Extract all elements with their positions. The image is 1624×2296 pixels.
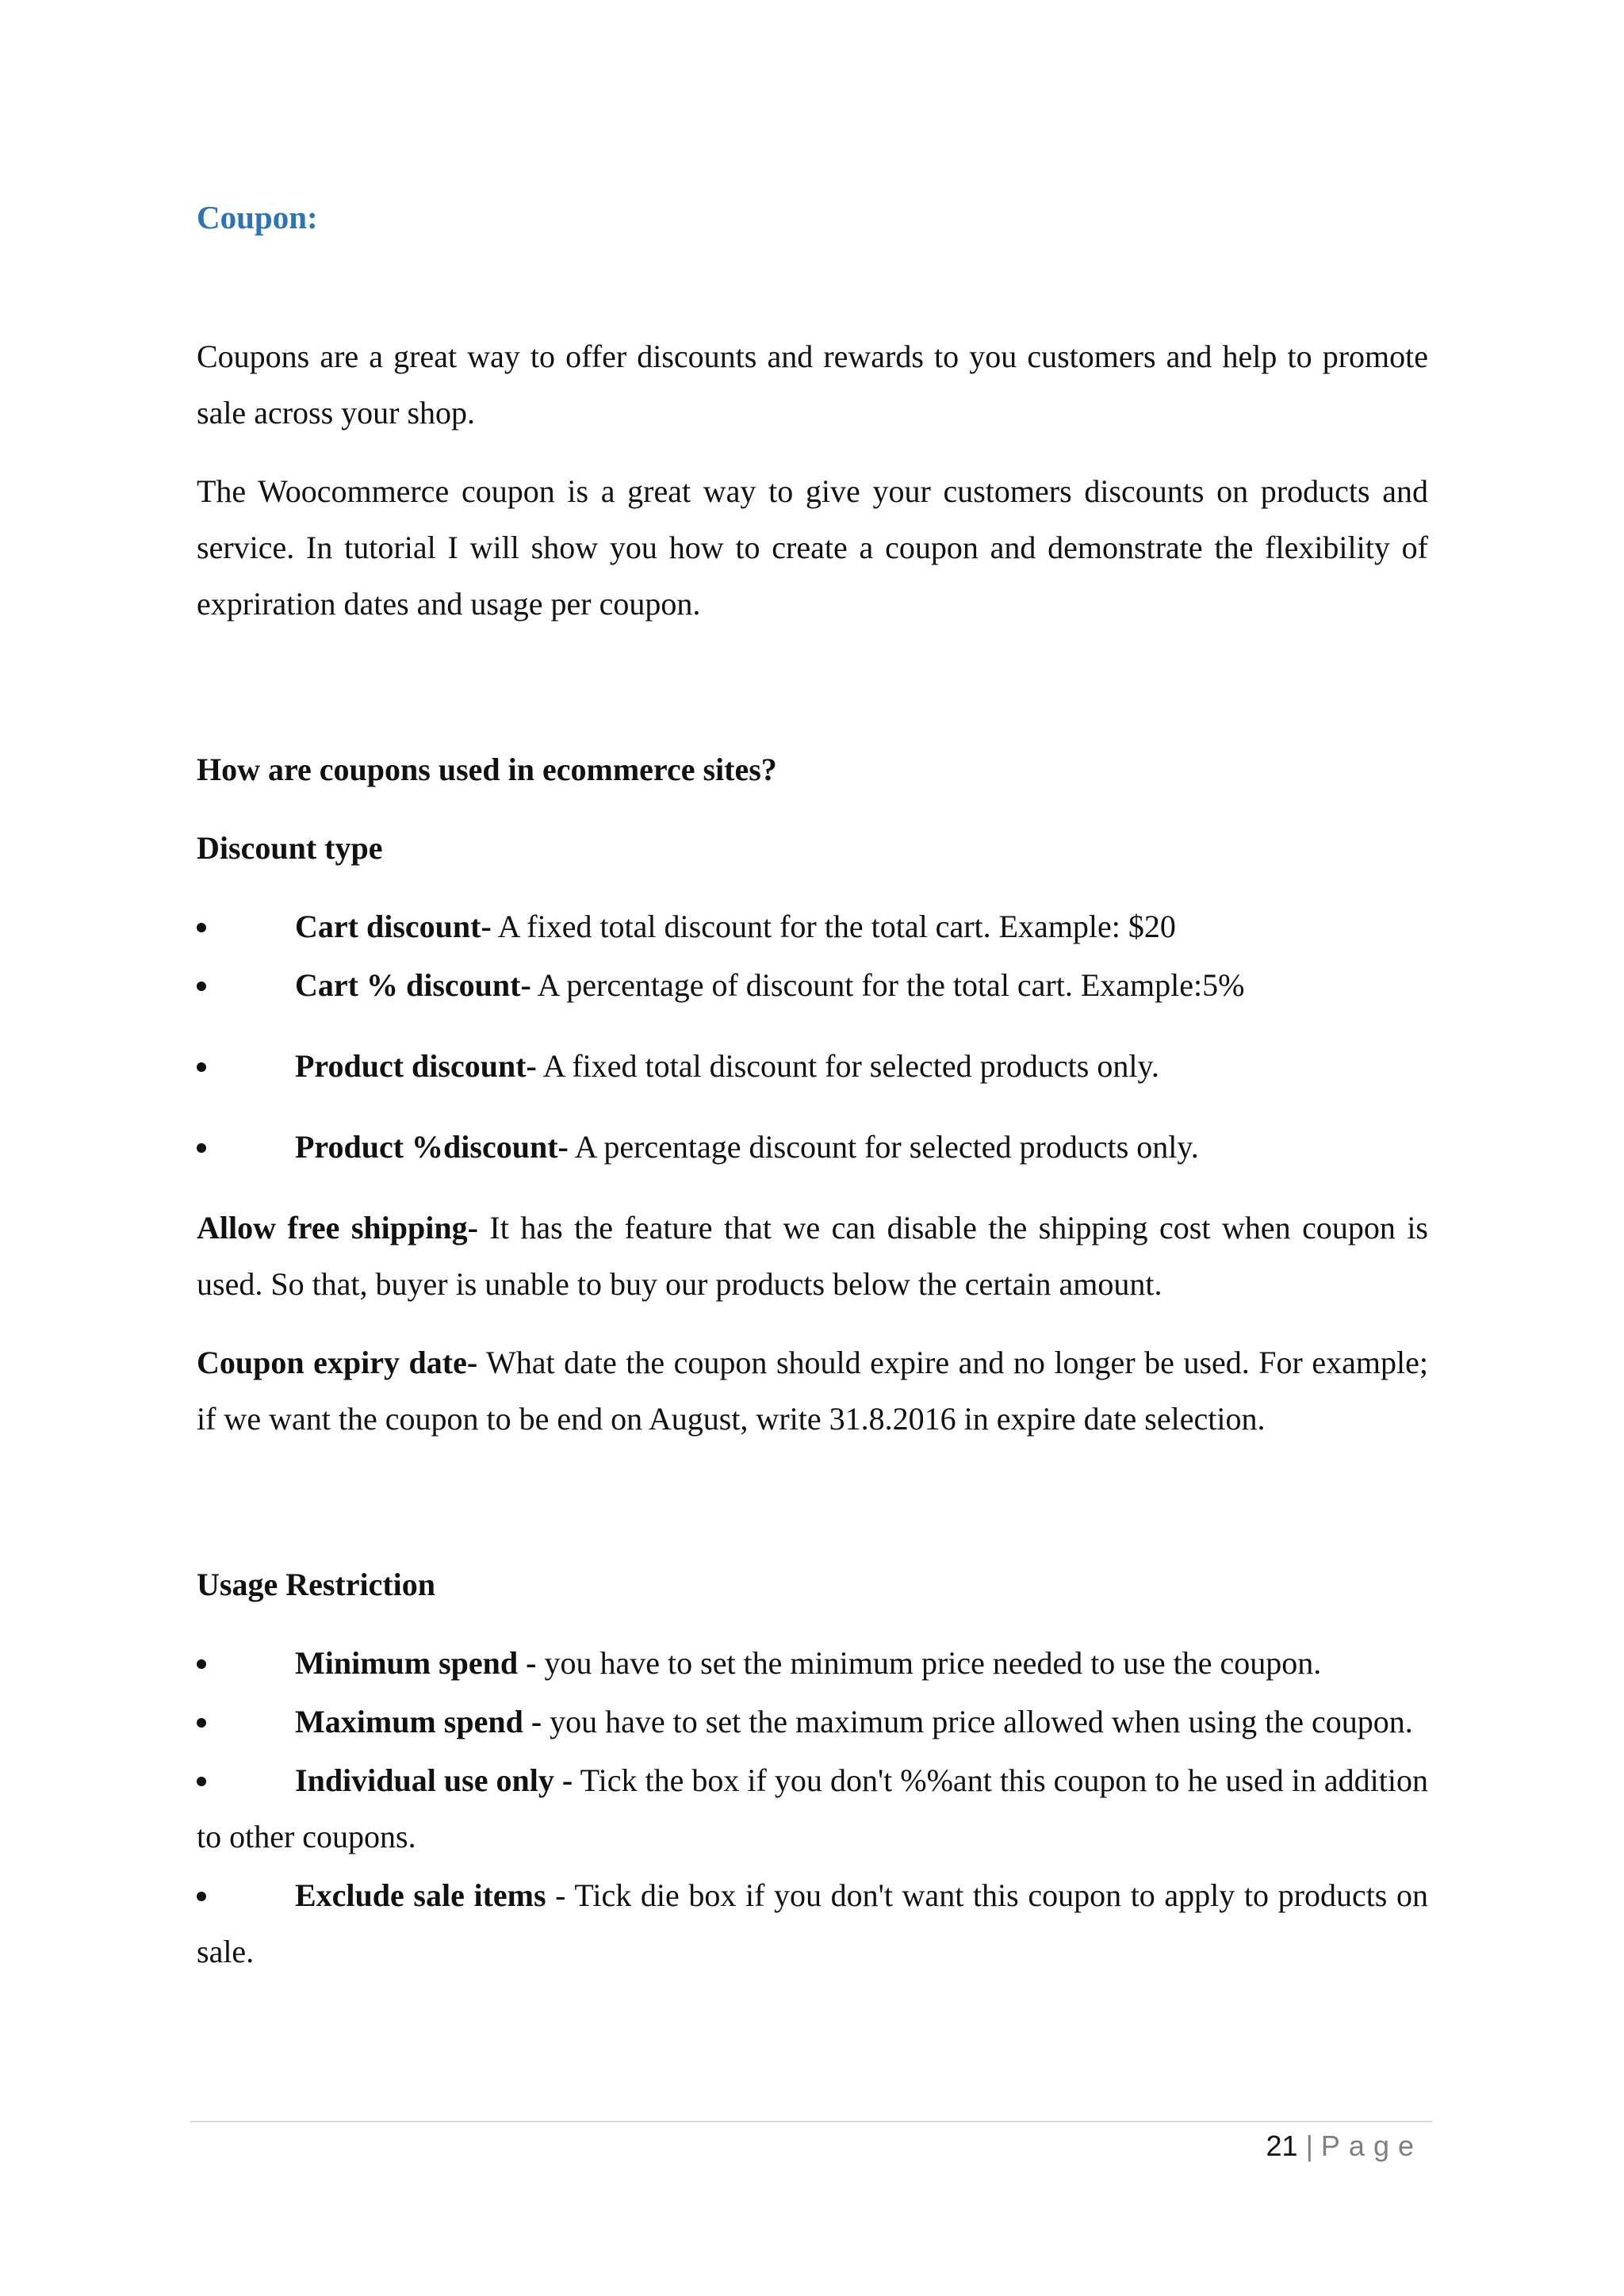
page-footer <box>1266 2126 1423 2166</box>
list-item-term: Cart % discount- <box>295 967 531 1003</box>
list-item-text: A percentage of discount for the total cart. Example:5% <box>530 967 1245 1003</box>
list-item-term: Product discount- <box>295 1048 537 1084</box>
list-item-text: A percentage discount for selected products only. <box>568 1129 1199 1165</box>
bullet-icon <box>197 923 206 932</box>
intro-paragraph-1: Coupons are a great way to offer discounts and rewards to you customers and help to promote sale across your shop. <box>197 339 1428 430</box>
page-content <box>197 193 1428 2002</box>
list-item <box>197 898 1428 955</box>
free-shipping-text: It has the feature that we can disable the shipping cost when coupon is used. So that, buyer is unable to buy our products below the certain amount. <box>197 1210 1428 1302</box>
footer-separator: | <box>1305 2130 1313 2162</box>
expiry-paragraph <box>197 1334 1428 1447</box>
spacer <box>197 654 1428 741</box>
list-item <box>197 1635 1428 1691</box>
expiry-term: Coupon expiry date- <box>197 1345 478 1380</box>
list-item-text: you have to set the minimum price needed to use the coupon. <box>536 1645 1322 1681</box>
list-item <box>197 1752 1428 1865</box>
list-item <box>197 1693 1428 1750</box>
bullet-icon <box>197 1659 206 1669</box>
usage-restriction-heading: Usage Restriction <box>197 1567 436 1602</box>
page-number: 21 <box>1266 2130 1298 2162</box>
list-item-term: Maximum spend - <box>295 1704 542 1739</box>
list-item-text: A fixed total discount for selected products only. <box>536 1048 1159 1084</box>
bullet-icon <box>197 1892 206 1901</box>
list-item <box>197 957 1428 1013</box>
list-item-text: you have to set the maximum price allowed when using the coupon. <box>542 1704 1413 1739</box>
free-shipping-paragraph <box>197 1200 1428 1312</box>
list-item-term: Individual use only - <box>295 1762 573 1798</box>
list-item-term: Cart discount- <box>295 909 492 944</box>
list-item-text: A fixed total discount for the total cart. Example: $20 <box>491 909 1176 944</box>
intro-paragraph-2: The Woocommerce coupon is a great way to give your customers discounts on products and service. In tutorial I will show you how to create a coupon and demonstrate the flexibility of expriration dates and usage per coupon. <box>197 473 1428 622</box>
section-title: Coupon: <box>197 199 318 235</box>
list-item <box>197 1867 1428 1980</box>
discount-type-heading: Discount type <box>197 830 383 866</box>
list-item-term: Minimum spend - <box>295 1645 537 1681</box>
bullet-icon <box>197 982 206 991</box>
spacer <box>197 1469 1428 1556</box>
question-heading: How are coupons used in ecommerce sites? <box>197 752 777 787</box>
discount-type-list <box>197 898 1428 1175</box>
free-shipping-term: Allow free shipping- <box>197 1210 478 1246</box>
list-item-text: Tick the box if you don't %%ant this coupon to he used in addition to other coupons. <box>197 1762 1428 1854</box>
list-item-term: Exclude sale items <box>295 1877 546 1913</box>
usage-restriction-list <box>197 1635 1428 1980</box>
page-label: Page <box>1320 2130 1423 2162</box>
list-item <box>197 1038 1428 1094</box>
bullet-icon <box>197 1718 206 1728</box>
expiry-text: What date the coupon should expire and no longer be used. For example; if we want the coupon to be end on August, write 31.8.2016 in expire date selection. <box>197 1345 1428 1437</box>
footer-divider <box>190 2121 1432 2122</box>
list-item-text: - Tick die box if you don't want this coupon to apply to products on sale. <box>197 1877 1428 1969</box>
list-item-term: Product %discount- <box>295 1129 569 1165</box>
list-item <box>197 1119 1428 1175</box>
bullet-icon <box>197 1062 206 1072</box>
bullet-icon <box>197 1777 206 1786</box>
bullet-icon <box>197 1143 206 1153</box>
